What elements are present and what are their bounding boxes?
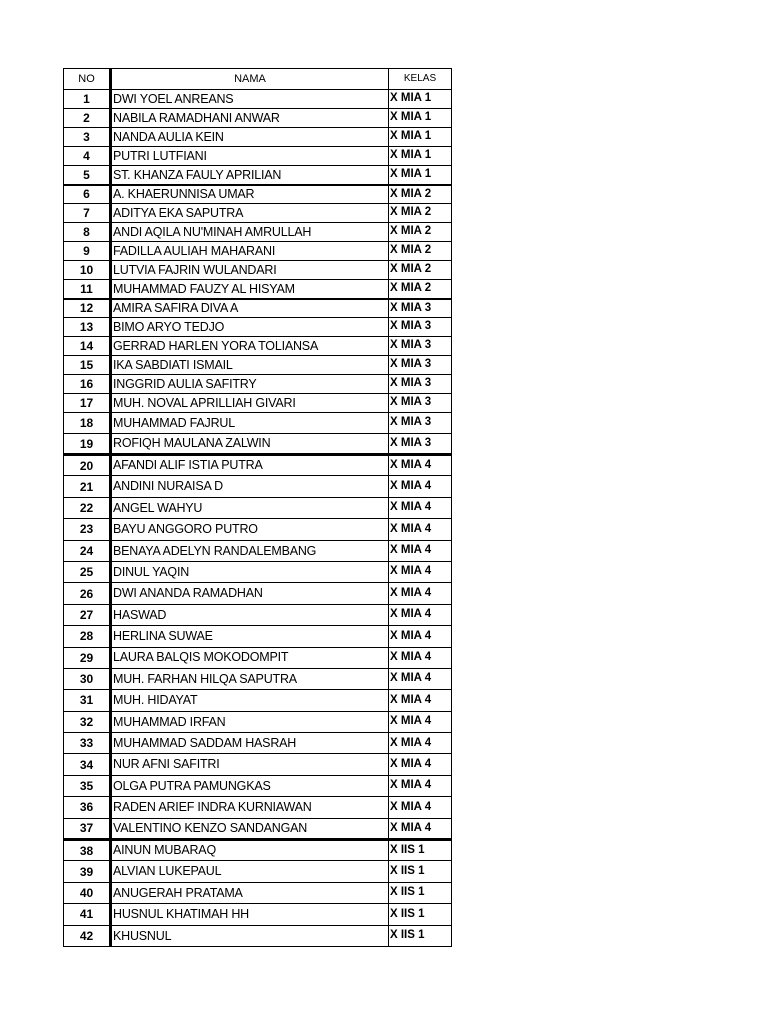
cell-nama[interactable]: DWI YOEL ANREANS <box>111 90 389 109</box>
cell-nama[interactable]: NUR AFNI SAFITRI <box>111 754 389 775</box>
cell-no[interactable]: 38 <box>64 840 111 861</box>
cell-no[interactable]: 35 <box>64 775 111 796</box>
table-row <box>64 280 452 299</box>
cell-no[interactable]: 26 <box>64 583 111 604</box>
cell-kelas[interactable]: X MIA 4 <box>389 583 452 604</box>
table-row <box>64 925 452 946</box>
cell-nama[interactable]: ANGEL WAHYU <box>111 497 389 518</box>
cell-kelas[interactable]: X MIA 2 <box>389 204 452 223</box>
table-row <box>64 128 452 147</box>
table-row <box>64 337 452 356</box>
cell-no[interactable]: 21 <box>64 476 111 497</box>
cell-kelas[interactable]: X MIA 1 <box>389 166 452 185</box>
cell-kelas[interactable]: X MIA 3 <box>389 299 452 318</box>
header-kelas[interactable]: KELAS <box>389 69 452 90</box>
cell-nama[interactable]: HASWAD <box>111 604 389 625</box>
cell-kelas[interactable]: X MIA 1 <box>389 128 452 147</box>
cell-kelas[interactable]: X MIA 2 <box>389 242 452 261</box>
cell-nama[interactable]: ALVIAN LUKEPAUL <box>111 861 389 882</box>
cell-kelas[interactable]: X MIA 3 <box>389 394 452 413</box>
cell-no[interactable]: 24 <box>64 540 111 561</box>
cell-no[interactable]: 33 <box>64 733 111 754</box>
table-row <box>64 356 452 375</box>
cell-nama[interactable]: GERRAD HARLEN YORA TOLIANSA <box>111 337 389 356</box>
cell-nama[interactable]: AFANDI ALIF ISTIA PUTRA <box>111 455 389 476</box>
cell-nama[interactable]: A. KHAERUNNISA UMAR <box>111 185 389 204</box>
cell-kelas[interactable]: X MIA 3 <box>389 318 452 337</box>
cell-kelas[interactable]: X MIA 4 <box>389 647 452 668</box>
table-row <box>64 904 452 925</box>
cell-no[interactable]: 2 <box>64 109 111 128</box>
cell-nama[interactable]: MUH. NOVAL APRILLIAH GIVARI <box>111 394 389 413</box>
cell-no[interactable]: 23 <box>64 519 111 540</box>
cell-kelas[interactable]: X MIA 4 <box>389 497 452 518</box>
cell-kelas[interactable]: X IIS 1 <box>389 925 452 946</box>
cell-nama[interactable]: AINUN MUBARAQ <box>111 840 389 861</box>
cell-nama[interactable]: BENAYA ADELYN RANDALEMBANG <box>111 540 389 561</box>
cell-nama[interactable]: MUHAMMAD FAUZY AL HISYAM <box>111 280 389 299</box>
cell-no[interactable]: 41 <box>64 904 111 925</box>
cell-kelas[interactable]: X MIA 4 <box>389 690 452 711</box>
cell-no[interactable]: 16 <box>64 375 111 394</box>
table-row <box>64 476 452 497</box>
cell-kelas[interactable]: X MIA 4 <box>389 711 452 732</box>
cell-no[interactable]: 15 <box>64 356 111 375</box>
cell-kelas[interactable]: X MIA 1 <box>389 109 452 128</box>
cell-kelas[interactable]: X MIA 3 <box>389 413 452 434</box>
cell-kelas[interactable]: X MIA 2 <box>389 280 452 299</box>
cell-nama[interactable]: MUH. HIDAYAT <box>111 690 389 711</box>
cell-nama[interactable]: BAYU ANGGORO PUTRO <box>111 519 389 540</box>
cell-nama[interactable]: ANDINI NURAISA D <box>111 476 389 497</box>
cell-no[interactable]: 19 <box>64 434 111 455</box>
cell-no[interactable]: 14 <box>64 337 111 356</box>
cell-kelas[interactable]: X MIA 4 <box>389 775 452 796</box>
cell-nama[interactable]: FADILLA AULIAH MAHARANI <box>111 242 389 261</box>
student-table <box>63 68 452 947</box>
table-row <box>64 668 452 689</box>
cell-kelas[interactable]: X MIA 4 <box>389 604 452 625</box>
cell-nama[interactable]: OLGA PUTRA PAMUNGKAS <box>111 775 389 796</box>
cell-nama[interactable]: HUSNUL KHATIMAH HH <box>111 904 389 925</box>
cell-no[interactable]: 37 <box>64 818 111 839</box>
cell-nama[interactable]: VALENTINO KENZO SANDANGAN <box>111 818 389 839</box>
cell-no[interactable]: 10 <box>64 261 111 280</box>
cell-nama[interactable]: RADEN ARIEF INDRA KURNIAWAN <box>111 797 389 818</box>
cell-no[interactable]: 5 <box>64 166 111 185</box>
table-row <box>64 775 452 796</box>
header-no[interactable]: NO <box>64 69 111 90</box>
cell-kelas[interactable]: X MIA 4 <box>389 754 452 775</box>
table-row <box>64 519 452 540</box>
header-row <box>64 69 452 90</box>
cell-nama[interactable]: MUHAMMAD IRFAN <box>111 711 389 732</box>
cell-kelas[interactable]: X MIA 3 <box>389 375 452 394</box>
table-row <box>64 434 452 455</box>
cell-no[interactable]: 36 <box>64 797 111 818</box>
table-row <box>64 497 452 518</box>
cell-nama[interactable]: ADITYA EKA SAPUTRA <box>111 204 389 223</box>
header-nama[interactable]: NAMA <box>111 69 389 90</box>
cell-kelas[interactable]: X MIA 1 <box>389 147 452 166</box>
cell-nama[interactable]: NANDA AULIA KEIN <box>111 128 389 147</box>
table-row <box>64 223 452 242</box>
cell-kelas[interactable]: X MIA 1 <box>389 90 452 109</box>
table-row <box>64 147 452 166</box>
cell-kelas[interactable]: X IIS 1 <box>389 861 452 882</box>
table-row <box>64 375 452 394</box>
cell-kelas[interactable]: X IIS 1 <box>389 904 452 925</box>
cell-kelas[interactable]: X MIA 2 <box>389 185 452 204</box>
table-row <box>64 318 452 337</box>
cell-kelas[interactable]: X MIA 4 <box>389 797 452 818</box>
cell-no[interactable]: 12 <box>64 299 111 318</box>
cell-kelas[interactable]: X IIS 1 <box>389 840 452 861</box>
cell-kelas[interactable]: X MIA 3 <box>389 434 452 455</box>
cell-no[interactable]: 4 <box>64 147 111 166</box>
cell-no[interactable]: 34 <box>64 754 111 775</box>
cell-nama[interactable]: LUTVIA FAJRIN WULANDARI <box>111 261 389 280</box>
table-row <box>64 561 452 582</box>
cell-no[interactable]: 1 <box>64 90 111 109</box>
cell-kelas[interactable]: X MIA 4 <box>389 733 452 754</box>
cell-nama[interactable]: PUTRI LUTFIANI <box>111 147 389 166</box>
table-row <box>64 711 452 732</box>
cell-nama[interactable]: ANUGERAH PRATAMA <box>111 882 389 903</box>
cell-no[interactable]: 11 <box>64 280 111 299</box>
cell-nama[interactable]: ANDI AQILA NU'MINAH AMRULLAH <box>111 223 389 242</box>
cell-nama[interactable]: NABILA RAMADHANI ANWAR <box>111 109 389 128</box>
table-row <box>64 242 452 261</box>
cell-kelas[interactable]: X MIA 4 <box>389 561 452 582</box>
cell-no[interactable]: 18 <box>64 413 111 434</box>
cell-no[interactable]: 9 <box>64 242 111 261</box>
table-row <box>64 690 452 711</box>
table-row <box>64 840 452 861</box>
cell-no[interactable]: 13 <box>64 318 111 337</box>
table-row <box>64 583 452 604</box>
cell-kelas[interactable]: X MIA 4 <box>389 626 452 647</box>
cell-no[interactable]: 20 <box>64 455 111 476</box>
cell-nama[interactable]: KHUSNUL <box>111 925 389 946</box>
cell-no[interactable]: 17 <box>64 394 111 413</box>
cell-no[interactable]: 30 <box>64 668 111 689</box>
cell-nama[interactable]: DINUL YAQIN <box>111 561 389 582</box>
cell-nama[interactable]: MUHAMMAD SADDAM HASRAH <box>111 733 389 754</box>
cell-kelas[interactable]: X IIS 1 <box>389 882 452 903</box>
table-row <box>64 626 452 647</box>
table-row <box>64 185 452 204</box>
cell-no[interactable]: 3 <box>64 128 111 147</box>
cell-nama[interactable]: AMIRA SAFIRA DIVA A <box>111 299 389 318</box>
cell-kelas[interactable]: X MIA 4 <box>389 455 452 476</box>
table-row <box>64 647 452 668</box>
cell-no[interactable]: 22 <box>64 497 111 518</box>
table-row <box>64 754 452 775</box>
cell-nama[interactable]: DWI ANANDA RAMADHAN <box>111 583 389 604</box>
cell-nama[interactable]: BIMO ARYO TEDJO <box>111 318 389 337</box>
cell-kelas[interactable]: X MIA 4 <box>389 519 452 540</box>
cell-no[interactable]: 39 <box>64 861 111 882</box>
table-row <box>64 413 452 434</box>
cell-nama[interactable]: MUH. FARHAN HILQA SAPUTRA <box>111 668 389 689</box>
cell-no[interactable]: 31 <box>64 690 111 711</box>
table-row <box>64 299 452 318</box>
cell-nama[interactable]: HERLINA SUWAE <box>111 626 389 647</box>
table-row <box>64 540 452 561</box>
table-row <box>64 455 452 476</box>
cell-no[interactable]: 32 <box>64 711 111 732</box>
table-row <box>64 109 452 128</box>
table-row <box>64 204 452 223</box>
table-row <box>64 166 452 185</box>
cell-nama[interactable]: ROFIQH MAULANA ZALWIN <box>111 434 389 455</box>
cell-no[interactable]: 42 <box>64 925 111 946</box>
table-row <box>64 733 452 754</box>
cell-nama[interactable]: INGGRID AULIA SAFITRY <box>111 375 389 394</box>
table-row <box>64 394 452 413</box>
cell-nama[interactable]: ST. KHANZA FAULY APRILIAN <box>111 166 389 185</box>
table-row <box>64 604 452 625</box>
cell-kelas[interactable]: X MIA 4 <box>389 668 452 689</box>
table-row <box>64 818 452 839</box>
table-row <box>64 797 452 818</box>
cell-kelas[interactable]: X MIA 3 <box>389 356 452 375</box>
table-row <box>64 861 452 882</box>
table-row <box>64 261 452 280</box>
cell-no[interactable]: 6 <box>64 185 111 204</box>
table-row <box>64 90 452 109</box>
cell-nama[interactable]: MUHAMMAD FAJRUL <box>111 413 389 434</box>
cell-nama[interactable]: LAURA BALQIS MOKODOMPIT <box>111 647 389 668</box>
table-row <box>64 882 452 903</box>
cell-kelas[interactable]: X MIA 2 <box>389 261 452 280</box>
cell-no[interactable]: 29 <box>64 647 111 668</box>
cell-no[interactable]: 28 <box>64 626 111 647</box>
cell-kelas[interactable]: X MIA 4 <box>389 818 452 839</box>
cell-no[interactable]: 27 <box>64 604 111 625</box>
cell-nama[interactable]: IKA SABDIATI ISMAIL <box>111 356 389 375</box>
cell-no[interactable]: 25 <box>64 561 111 582</box>
cell-kelas[interactable]: X MIA 3 <box>389 337 452 356</box>
cell-kelas[interactable]: X MIA 2 <box>389 223 452 242</box>
cell-no[interactable]: 8 <box>64 223 111 242</box>
cell-no[interactable]: 7 <box>64 204 111 223</box>
cell-kelas[interactable]: X MIA 4 <box>389 540 452 561</box>
cell-no[interactable]: 40 <box>64 882 111 903</box>
cell-kelas[interactable]: X MIA 4 <box>389 476 452 497</box>
